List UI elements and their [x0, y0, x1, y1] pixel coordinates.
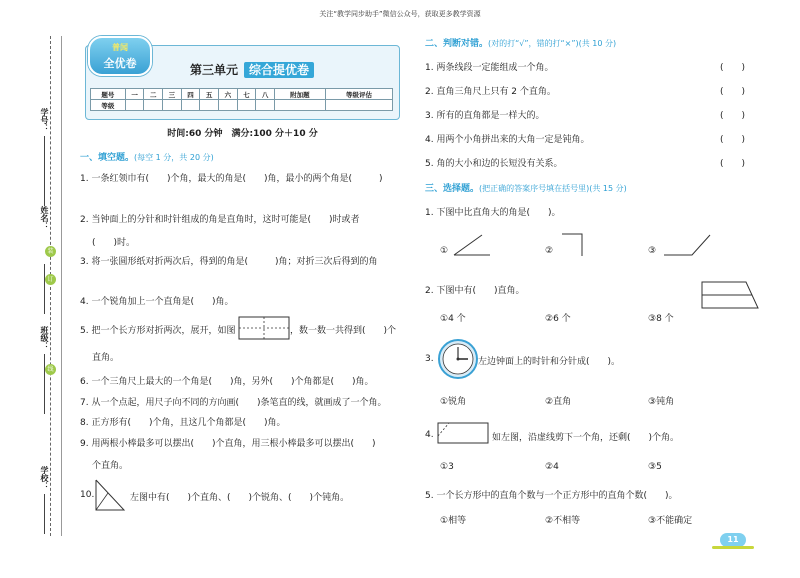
choice-1-option-1[interactable]: ①	[440, 246, 449, 256]
grade-input-cell[interactable]	[237, 100, 256, 111]
grade-input-cell[interactable]	[200, 100, 219, 111]
student-number-label: 学号：	[40, 108, 49, 132]
fill-question-10: 左图中有( )个直角、( )个锐角、( )个钝角。	[130, 493, 350, 503]
student-name-field[interactable]	[44, 264, 45, 314]
judge-answer-5[interactable]: ( )	[720, 159, 746, 169]
grade-input-cell[interactable]	[325, 100, 392, 111]
choice-3-option-1[interactable]: ①锐角	[440, 397, 467, 407]
score-cell: 等级	[91, 100, 126, 111]
fill-question-1: 1. 一条红领巾有( )个角，最大的角是( )角，最小的两个角是( )	[80, 174, 383, 184]
fill-question-9-cont: 个直角。	[92, 461, 129, 471]
section-2-note: (对的打“√”，错的打“×”)(共 10 分)	[488, 39, 617, 48]
judge-answer-4[interactable]: ( )	[720, 135, 746, 145]
page-title	[190, 61, 314, 79]
section-1-note: (每空 1 分，共 20 分)	[134, 153, 214, 162]
choice-3-option-3[interactable]: ③钝角	[648, 397, 675, 407]
choice-1-option-3[interactable]: ③	[648, 246, 657, 256]
score-cell: 八	[256, 89, 275, 100]
choice-1-option-2[interactable]: ②	[545, 246, 554, 256]
fill-question-7: 7. 从一个点起，用尺子向不同的方向画( )条笔直的线，就画成了一个角。	[80, 398, 387, 408]
section-3-note: (把正确的答案序号填在括号里)(共 15 分)	[479, 184, 627, 193]
choice-question-3-number: 3.	[425, 354, 434, 364]
section-3-heading: 三、选择题。	[425, 184, 480, 194]
score-cell: 二	[144, 89, 163, 100]
judge-item-4: 4. 用两个小角拼出来的大角一定是钝角。	[425, 135, 590, 145]
score-grade-row	[91, 100, 393, 111]
fill-question-5-end: 直角。	[92, 353, 120, 363]
unit-title: 第三单元	[190, 63, 239, 77]
score-cell: 五	[200, 89, 219, 100]
cut-rectangle-figure	[437, 422, 489, 444]
folded-rectangle-figure	[238, 316, 290, 340]
choice-question-1: 1. 下图中比直角大的角是( )。	[425, 208, 561, 218]
choice-question-2: 2. 下图中有( )直角。	[425, 286, 525, 296]
school-label: 学校：	[40, 466, 49, 490]
paper-title: 综合提优卷	[244, 62, 314, 78]
angle-right-figure	[558, 232, 584, 258]
brand-logo	[88, 36, 152, 76]
binding-knot-zhuang: 装	[45, 246, 56, 257]
class-label: 班级：	[40, 326, 49, 350]
choice-4-option-2[interactable]: ②4	[545, 462, 559, 472]
grade-input-cell[interactable]	[256, 100, 275, 111]
judge-answer-3[interactable]: ( )	[720, 111, 746, 121]
choice-2-option-3[interactable]: ③8 个	[648, 314, 674, 324]
choice-3-option-2[interactable]: ②直角	[545, 397, 572, 407]
binding-knot-xian: 线	[45, 364, 56, 375]
choice-4-option-3[interactable]: ③5	[648, 462, 662, 472]
score-cell: 等级评估	[325, 89, 392, 100]
judge-item-5: 5. 角的大小和边的长短没有关系。	[425, 159, 563, 169]
student-number-field[interactable]	[44, 136, 45, 206]
logo-top-text: 普闻	[112, 43, 128, 52]
grade-input-cell[interactable]	[181, 100, 200, 111]
cut-line	[50, 36, 51, 536]
score-cell: 四	[181, 89, 200, 100]
fill-question-2-cont: ( )时。	[92, 238, 136, 248]
top-note: 关注“教学同步助手”微信公众号，获取更多教学资源	[319, 10, 481, 18]
margin-line	[61, 36, 62, 536]
page-number-base	[712, 546, 754, 549]
trapezoid-figure	[700, 280, 760, 310]
choice-2-option-2[interactable]: ②6 个	[545, 314, 571, 324]
section-3-title	[425, 181, 627, 194]
grade-input-cell[interactable]	[144, 100, 163, 111]
judge-item-3: 3. 所有的直角都是一样大的。	[425, 111, 545, 121]
binding-knot-ding: 订	[45, 274, 56, 285]
clock-icon	[437, 338, 479, 380]
section-1-title	[80, 150, 214, 163]
choice-5-option-3[interactable]: ③不能确定	[648, 516, 693, 526]
angle-acute-figure	[452, 233, 492, 257]
fill-question-2: 2. 当钟面上的分针和时针组成的角是直角时，这时可能是( )时或者	[80, 215, 360, 225]
score-cell: 题号	[91, 89, 126, 100]
grade-input-cell[interactable]	[125, 100, 144, 111]
score-cell: 一	[125, 89, 144, 100]
score-header-row	[91, 89, 393, 100]
score-cell: 三	[163, 89, 182, 100]
angle-obtuse-figure	[662, 233, 712, 257]
section-2-title	[425, 36, 616, 49]
grade-input-cell[interactable]	[219, 100, 238, 111]
choice-question-4-number: 4.	[425, 430, 434, 440]
logo-main-text: 全优卷	[103, 57, 137, 70]
school-field[interactable]	[44, 494, 45, 534]
fill-question-4: 4. 一个锐角加上一个直角是( )角。	[80, 297, 234, 307]
score-cell: 七	[237, 89, 256, 100]
section-1-heading: 一、填空题。	[80, 153, 135, 163]
triangle-figure	[94, 478, 126, 512]
time-and-score: 时间:60 分钟 满分:100 分＋10 分	[167, 129, 318, 139]
section-2-heading: 二、判断对错。	[425, 39, 489, 49]
fill-question-5: 5. 把一个长方形对折两次，展开，如图	[80, 326, 236, 336]
judge-answer-1[interactable]: ( )	[720, 63, 746, 73]
choice-question-3: 左边钟面上的时针和分针成( )。	[478, 357, 621, 367]
score-cell: 附加题	[274, 89, 325, 100]
student-name-label: 姓名：	[40, 206, 49, 230]
choice-5-option-1[interactable]: ①相等	[440, 516, 467, 526]
fill-question-10-number: 10.	[80, 490, 95, 500]
judge-item-1: 1. 两条线段一定能组成一个角。	[425, 63, 554, 73]
fill-question-6: 6. 一个三角尺上最大的一个角是( )角，另外( )个角都是( )角。	[80, 377, 374, 387]
choice-question-5: 5. 一个长方形中的直角个数与一个正方形中的直角个数( )。	[425, 491, 678, 501]
score-table	[90, 88, 393, 111]
score-cell: 六	[219, 89, 238, 100]
choice-4-option-1[interactable]: ①3	[440, 462, 454, 472]
page-number: 11	[720, 533, 746, 547]
binding-strip	[30, 36, 70, 536]
fill-question-3: 3. 将一张圆形纸对折两次后，得到的角是( )角；对折三次后得到的角	[80, 257, 378, 267]
fill-question-5-cont: ，数一数一共得到( )个	[290, 326, 397, 336]
choice-2-option-1[interactable]: ①4 个	[440, 314, 466, 324]
judge-item-2: 2. 直角三角尺上只有 2 个直角。	[425, 87, 556, 97]
grade-input-cell[interactable]	[274, 100, 325, 111]
choice-question-4: 如左图，沿虚线剪下一个角，还剩( )个角。	[492, 433, 680, 443]
fill-question-9: 9. 用两根小棒最多可以摆出( )个直角，用三根小棒最多可以摆出( )	[80, 439, 376, 449]
choice-5-option-2[interactable]: ②不相等	[545, 516, 581, 526]
judge-answer-2[interactable]: ( )	[720, 87, 746, 97]
fill-question-8: 8. 正方形有( )个角，且这几个角都是( )角。	[80, 418, 286, 428]
grade-input-cell[interactable]	[163, 100, 182, 111]
class-field[interactable]	[44, 354, 45, 414]
